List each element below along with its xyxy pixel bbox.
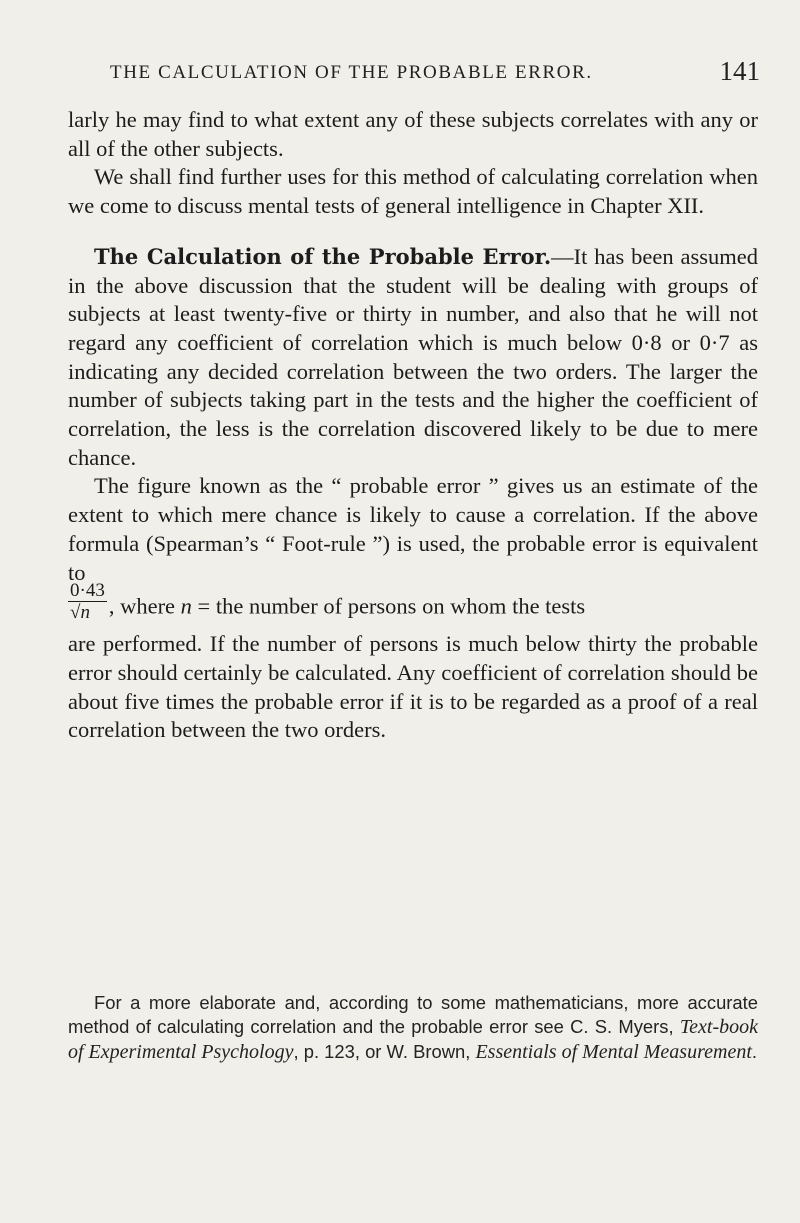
running-title: THE CALCULATION OF THE PROBABLE ERROR. <box>110 62 593 83</box>
paragraph-conclusion: are performed. If the number of persons is much below thirty the probable error should certainly be calculated. Any coefficient of correlation should be about five times the probable error if it is to be regarded as a proof of a real correlation between the two orders. <box>68 631 758 743</box>
footnote <box>68 991 758 1064</box>
page-number: 141 <box>719 56 760 86</box>
formula-variable: n <box>180 593 192 619</box>
fraction-numerator: 0·43 <box>70 580 105 602</box>
fraction <box>68 581 107 624</box>
running-head <box>110 56 760 90</box>
footnote-book-title: Essentials of Mental Measurement <box>475 1040 752 1063</box>
formula-definition: = the number of persons on whom the tests <box>191 593 586 619</box>
formula-separator: , where <box>108 593 181 619</box>
footnote-intro: For a more elaborate and, according to some mathematicians, more accurate method of calculating correlation and the probable error see C. S. Myers, <box>68 992 758 1038</box>
paragraph-text: —It has been assumed in the above discussion that the student will be dealing with groups of subjects at least twenty-five or thirty in number, and also that he will not regard any coefficient of correlation which is much below 0·8 or 0·7 as indicating any decided correlation between the two orders. The larger the number of subjects taking part in the tests and the higher the coefficient of correlation, the less is the correlation discovered likely to be due to mere chance. <box>68 243 758 470</box>
footnote-book-title: Text-book of Experimental Psychology <box>68 1016 758 1063</box>
paragraph-continuation: larly he may find to what extent any of these subjects correlates with any or all of the other subjects. <box>68 107 758 161</box>
paragraph-probable-error-definition: The figure known as the “ probable error ” gives us an estimate of the extent to which mere chance is likely to cause a correlation. If the above formula (Spearman’s “ Foot-rule ”) is used, the probable error is equivalent to <box>68 473 758 585</box>
paragraph-chapter-reference: We shall find further uses for this method of calculating correlation when we come to discuss mental tests of general intelligence in Chapter XII. <box>68 164 758 219</box>
formula-line <box>68 580 758 630</box>
body-text <box>68 106 758 745</box>
fraction-denominator <box>68 601 107 624</box>
footnote-text <box>68 991 758 1064</box>
square-root-sign: √ <box>70 602 81 624</box>
paragraph-probable-error-intro <box>68 243 758 473</box>
fraction-variable: n <box>80 602 90 624</box>
footnote-end: . <box>751 1040 758 1062</box>
footnote-mid: , p. 123, or W. Brown, <box>293 1040 476 1062</box>
section-spacer <box>68 221 758 243</box>
section-heading: The Calculation of the Probable Error. <box>94 243 552 269</box>
